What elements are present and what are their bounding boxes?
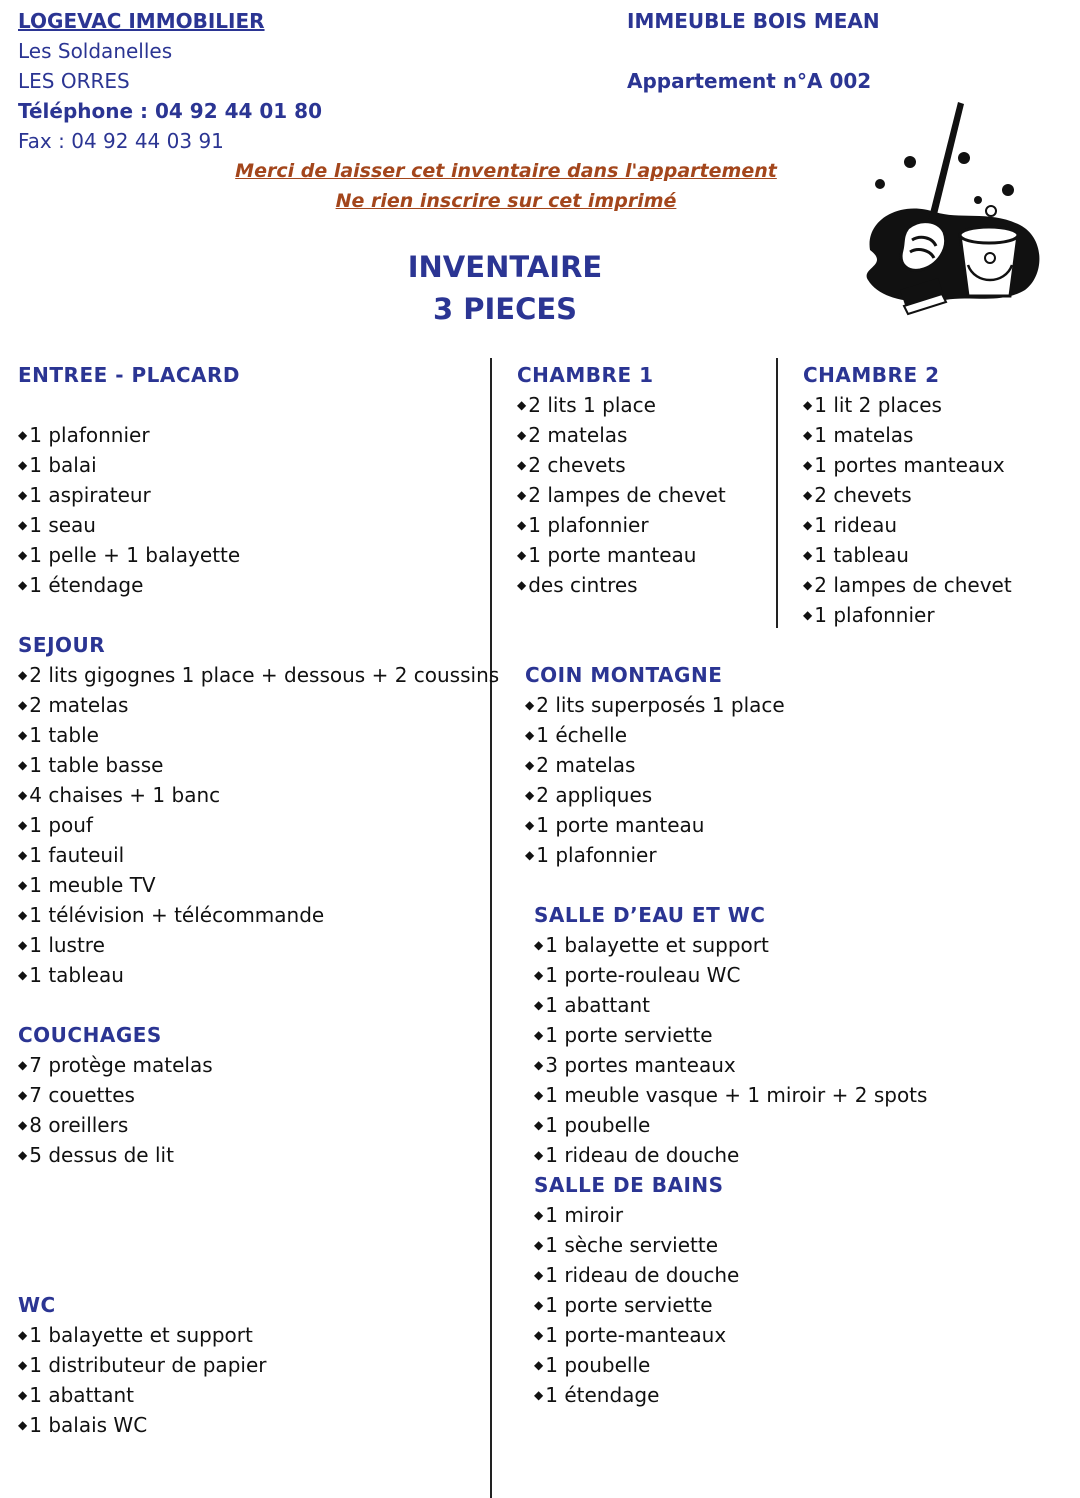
section-heading: CHAMBRE 1 [517,363,654,387]
list-item: ◆ 1 pelle + 1 balayette [18,543,241,567]
page-title: INVENTAIRE [407,250,603,284]
list-item: ◆ 1 porte serviette [534,1023,713,1047]
list-item: ◆ 2 lampes de chevet [803,573,1012,597]
list-item: ◆ 1 table [18,723,99,747]
list-item: ◆ 1 sèche serviette [534,1233,719,1257]
column-divider-left [490,358,492,1498]
section-heading: CHAMBRE 2 [803,363,940,387]
list-item: ◆ 1 abattant [18,1383,134,1407]
notice-line-2: Ne rien inscrire sur cet imprimé [335,190,677,212]
list-item: ◆ 1 télévision + télécommande [18,903,325,927]
list-item: ◆ 7 protège matelas [18,1053,213,1077]
list-item: ◆ 2 chevets [803,483,912,507]
list-item: ◆ 1 plafonnier [517,513,649,537]
list-item: ◆ 1 échelle [525,723,628,747]
notice-line-1: Merci de laisser cet inventaire dans l'appartement [235,160,777,182]
list-item: ◆ 1 distributeur de papier [18,1353,267,1377]
list-item: ◆ 1 tableau [803,543,909,567]
list-item: ◆ 1 porte manteau [517,543,697,567]
list-item: ◆ 1 pouf [18,813,93,837]
list-item: ◆ 5 dessus de lit [18,1143,174,1167]
section-heading: SALLE DE BAINS [534,1173,724,1197]
address-line-1: Les Soldanelles [18,39,173,63]
page-subtitle: 3 PIECES [432,292,578,326]
list-item: ◆ 1 étendage [18,573,144,597]
list-item: ◆ 1 balayette et support [18,1323,253,1347]
section-heading: SALLE D’EAU ET WC [534,903,766,927]
section-heading: COIN MONTAGNE [525,663,723,687]
section-heading: ENTREE - PLACARD [18,363,241,387]
list-item: ◆ 1 porte-rouleau WC [534,963,741,987]
list-item: ◆ 1 seau [18,513,96,537]
list-item: ◆ 1 plafonnier [18,423,150,447]
list-item: ◆ 1 poubelle [534,1113,651,1137]
address-line-2: LES ORRES [18,69,130,93]
list-item: ◆ 1 poubelle [534,1353,651,1377]
list-item: ◆ 1 balayette et support [534,933,769,957]
list-item: ◆ 1 meuble TV [18,873,156,897]
mop-bucket-icon [860,100,1045,325]
list-item: ◆ 1 aspirateur [18,483,151,507]
list-item: ◆ 1 porte-manteaux [534,1323,727,1347]
apartment-number: Appartement n°A 002 [627,69,872,93]
list-item: ◆ 8 oreillers [18,1113,129,1137]
list-item: ◆ 1 plafonnier [803,603,935,627]
list-item: ◆ 2 lampes de chevet [517,483,726,507]
list-item: ◆ 1 balais WC [18,1413,148,1437]
list-item: ◆ 1 porte manteau [525,813,705,837]
list-item: ◆ 1 plafonnier [525,843,657,867]
list-item: ◆ 1 rideau de douche [534,1143,740,1167]
list-item: ◆ 2 lits 1 place [517,393,656,417]
list-item: ◆ 1 portes manteaux [803,453,1005,477]
list-item: ◆ 2 lits superposés 1 place [525,693,785,717]
section-heading: COUCHAGES [18,1023,162,1047]
list-item: ◆ des cintres [517,573,638,597]
column-divider-right [776,358,778,628]
list-item: ◆ 2 chevets [517,453,626,477]
section-heading: WC [18,1293,56,1317]
list-item: ◆ 2 appliques [525,783,653,807]
list-item: ◆ 1 balai [18,453,97,477]
list-item: ◆ 2 matelas [18,693,129,717]
section-heading: SEJOUR [18,633,106,657]
list-item: ◆ 2 matelas [525,753,636,777]
building-name: IMMEUBLE BOIS MEAN [627,9,880,33]
phone-number: Téléphone : 04 92 44 01 80 [18,99,323,123]
list-item: ◆ 1 rideau [803,513,898,537]
list-item: ◆ 1 fauteuil [18,843,125,867]
list-item: ◆ 1 lustre [18,933,105,957]
list-item: ◆ 1 matelas [803,423,914,447]
list-item: ◆ 1 meuble vasque + 1 miroir + 2 spots [534,1083,928,1107]
list-item: ◆ 3 portes manteaux [534,1053,736,1077]
list-item: ◆ 1 miroir [534,1203,624,1227]
list-item: ◆ 2 matelas [517,423,628,447]
list-item: ◆ 1 porte serviette [534,1293,713,1317]
list-item: ◆ 1 abattant [534,993,650,1017]
list-item: ◆ 1 rideau de douche [534,1263,740,1287]
list-item: ◆ 7 couettes [18,1083,135,1107]
list-item: ◆ 1 tableau [18,963,124,987]
company-name: LOGEVAC IMMOBILIER [18,9,265,33]
list-item: ◆ 4 chaises + 1 banc [18,783,221,807]
list-item: ◆ 1 lit 2 places [803,393,942,417]
list-item: ◆ 2 lits gigognes 1 place + dessous + 2 coussins [18,663,500,687]
list-item: ◆ 1 étendage [534,1383,660,1407]
fax-number: Fax : 04 92 44 03 91 [18,129,224,153]
list-item: ◆ 1 table basse [18,753,164,777]
